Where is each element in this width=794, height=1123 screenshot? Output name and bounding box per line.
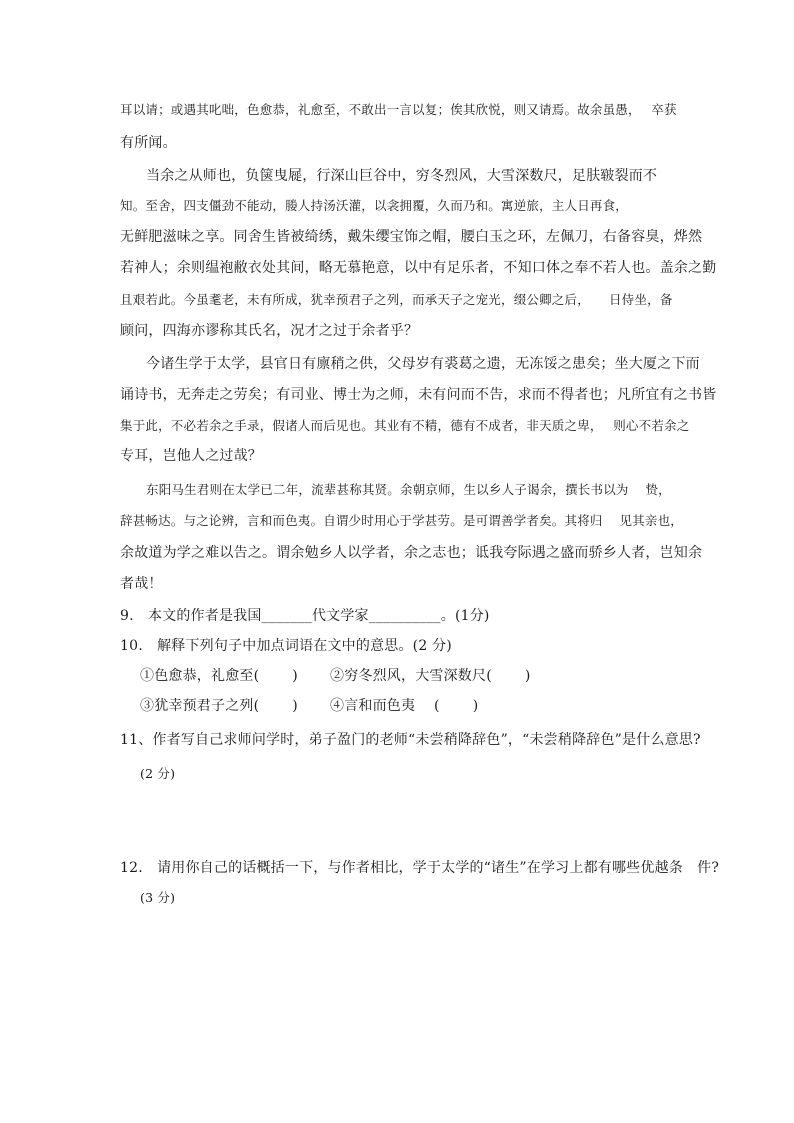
passage-line-7: 且艰若此。今虽耄老，未有所成，犹幸预君子之列，而承天子之宠光，缀公卿之后， 日侍坐，备 [120, 292, 673, 307]
question-10-item-d: ④言和而色夷 ( ) [330, 698, 479, 714]
passage-line-9: 今诸生学于太学，县官日有廪稍之供，父母岁有裘葛之遗，无冻馁之患矣；坐大厦之下而 [146, 356, 700, 372]
passage-line-8: 顾问，四海亦谬称其氏名，况才之过于余者乎？ [120, 323, 419, 339]
question-12-score: (3 分) [140, 890, 176, 905]
passage-line-10: 诵诗书，无奔走之劳矣；有司业、博士为之师，未有问而不告，求而不得者也；凡所宜有之书皆 [120, 387, 717, 403]
question-11: 11、作者写自己求师问学时，弟子盈门的老师“未尝稍降辞色”，“未尝稍降辞色”是什么意思? [120, 732, 701, 748]
question-10-item-b: ②穷冬烈风，大雪深数尺( ) [330, 668, 531, 684]
passage-line-3: 当余之从师也，负箧曳屣，行深山巨谷中，穷冬烈风，大雪深数尺，足肤皲裂而不 [146, 168, 658, 184]
passage-line-4: 知。至舍，四支僵劲不能动，媵人持汤沃灌，以衾拥覆，久而乃和。寓逆旅，主人日再食， [120, 198, 629, 213]
question-12: 12. 请用你自己的话概括一下，与作者相比，学于太学的“诸生”在学习上都有哪些优越条 件? [120, 860, 720, 876]
question-10-item-c: ③犹幸预君子之列( ) [140, 698, 298, 714]
passage-line-14: 辞甚畅达。与之论辨，言和而色夷。自谓少时用心于学甚劳。是可谓善学者矣。其将归 见其亲也， [120, 513, 683, 528]
question-11-score: (2 分) [140, 766, 176, 781]
passage-line-15: 余故道为学之难以告之。谓余勉乡人以学者，余之志也；诋我夸际遇之盛而骄乡人者，岂知余 [120, 545, 703, 561]
question-9: 9. 本文的作者是我国_______代文学家__________。(1分) [120, 608, 490, 624]
passage-line-1: 耳以请；或遇其叱咄，色愈恭，礼愈至，不敢出一言以复；俟其欣悦，则又请焉。故余虽愚， 卒获 [120, 102, 677, 117]
passage-line-13: 东阳马生君则在太学已二年，流辈甚称其贤。余朝京师，生以乡人子谒余，撰长书以为 贽， [146, 482, 671, 497]
passage-line-5: 无鲜肥滋味之享。同舍生皆被绮绣，戴朱缨宝饰之帽，腰白玉之环，左佩刀，右备容臭，烨然 [120, 229, 703, 245]
passage-line-6: 若神人；余则缊袍敝衣处其间，略无慕艳意，以中有足乐者，不知口体之奉不若人也。盖余之勤 [120, 260, 717, 276]
passage-line-11: 集于此，不必若余之手录，假诸人而后见也。其业有不精，德有不成者，非天质之卑， 则心不若余之 [120, 418, 690, 433]
question-10-stem: 10. 解释下列句子中加点词语在文中的意思。(2 分) [120, 638, 452, 654]
passage-line-12: 专耳，岂他人之过哉？ [120, 448, 262, 464]
passage-line-16: 者哉！ [120, 576, 163, 592]
passage-line-2: 有所闻。 [120, 135, 177, 151]
question-10-item-a: ①色愈恭，礼愈至( ) [140, 668, 298, 684]
